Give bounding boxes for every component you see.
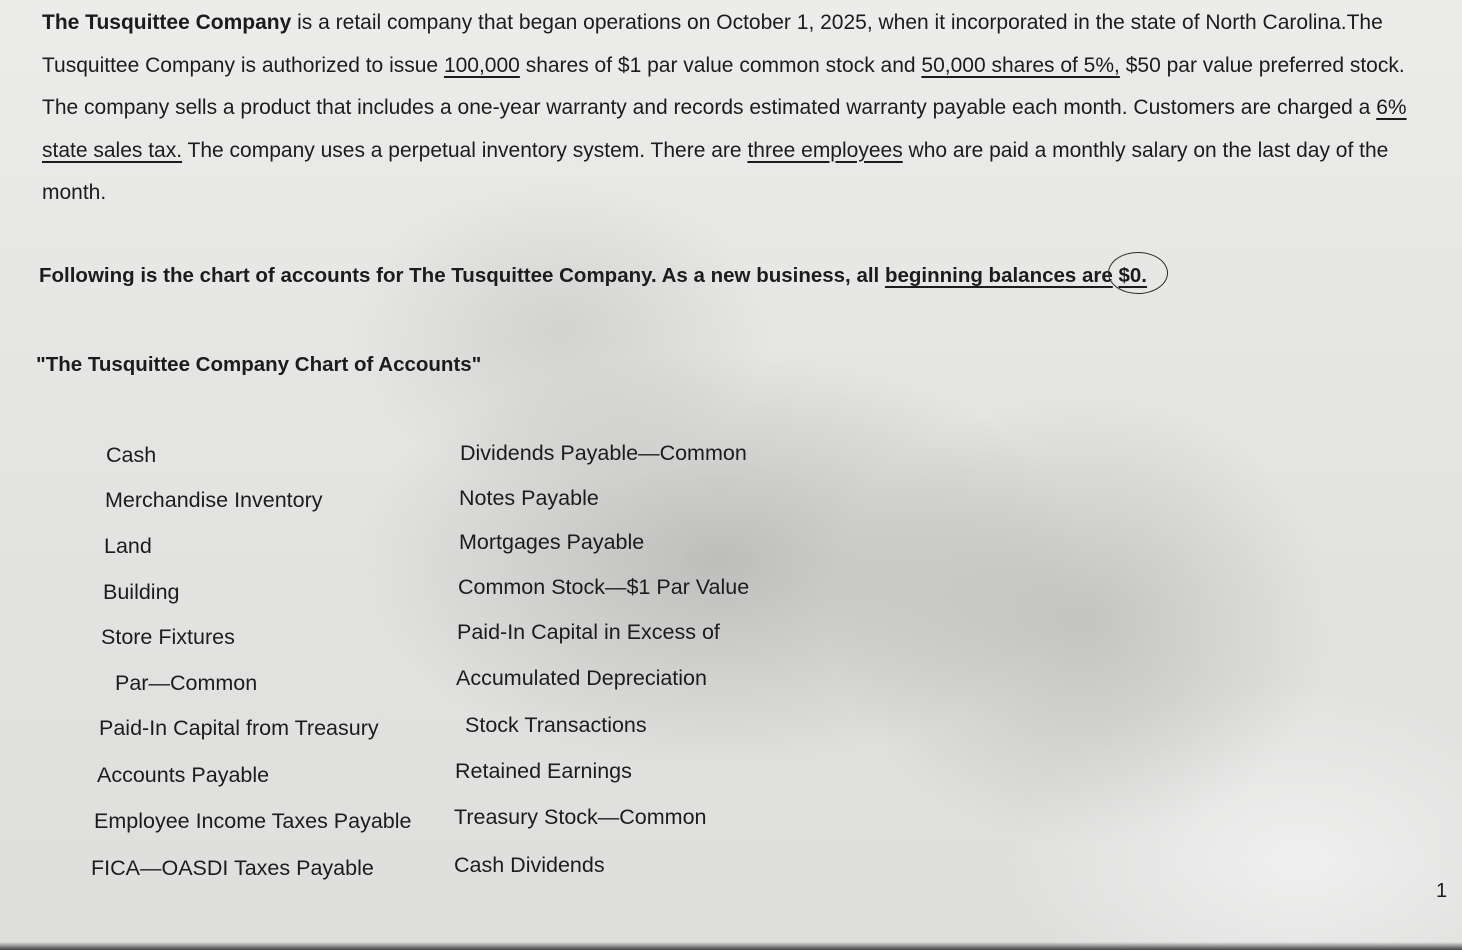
common-shares-underlined: 100,000 [443,53,520,77]
account-item: Common Stock—$1 Par Value [458,575,750,599]
intro-text-3: $50 par value preferred stock. The company sells a product that includes a one-year warranty and records estimated warranty payable each month. Customers are charged a [42,53,1405,119]
account-item: Building [103,580,180,604]
account-item: Store Fixtures [101,625,235,649]
beginning-balances-underlined: beginning balances are [884,264,1113,287]
account-item: Accumulated Depreciation [456,666,707,690]
following-sentence [39,264,1147,288]
intro-text-1: is a retail company that began operations on October 1, 2025, when it incorporated in the state of North Carolina.The Tusquittee Company is authorized to issue [42,11,1383,77]
company-name: The Tusquittee Company [42,11,292,34]
account-item: Dividends Payable—Common [460,441,747,465]
intro-text-2: shares of $1 par value common stock and [519,53,922,77]
account-item: Land [104,534,152,558]
account-item: Paid-In Capital in Excess of [457,620,720,644]
account-item: Treasury Stock—Common [454,805,707,829]
following-text-1: Following is the chart of accounts for The Tusquittee Company. As a new business, all [39,264,885,287]
account-item: Mortgages Payable [459,530,645,554]
account-item: Cash Dividends [454,853,605,877]
account-item: Notes Payable [459,486,599,510]
account-item: Employee Income Taxes Payable [94,809,412,833]
preferred-shares-underlined: 50,000 shares of 5%, [921,53,1120,77]
page-number: 1 [1436,880,1448,902]
account-item: FICA—OASDI Taxes Payable [91,856,374,880]
sales-tax-underlined: 6% state sales tax. [42,96,1407,162]
account-item: Retained Earnings [455,759,632,783]
account-item: Paid-In Capital from Treasury [99,716,379,740]
page-bottom-edge [0,942,1462,950]
account-item: Stock Transactions [465,713,647,737]
account-item: Merchandise Inventory [105,488,323,512]
intro-paragraph [42,2,1442,215]
account-item: Accounts Payable [97,763,270,787]
zero-balance-circled: $0. [1118,264,1147,287]
account-item: Cash [106,443,157,467]
chart-of-accounts-title: "The Tusquittee Company Chart of Accounts" [36,353,482,376]
account-item: Par—Common [115,671,258,695]
employees-underlined: three employees [747,138,903,162]
intro-text-4: The company uses a perpetual inventory system. There are [182,138,748,162]
intro-text-5: who are paid a monthly salary on the last day of the month. [42,138,1389,204]
